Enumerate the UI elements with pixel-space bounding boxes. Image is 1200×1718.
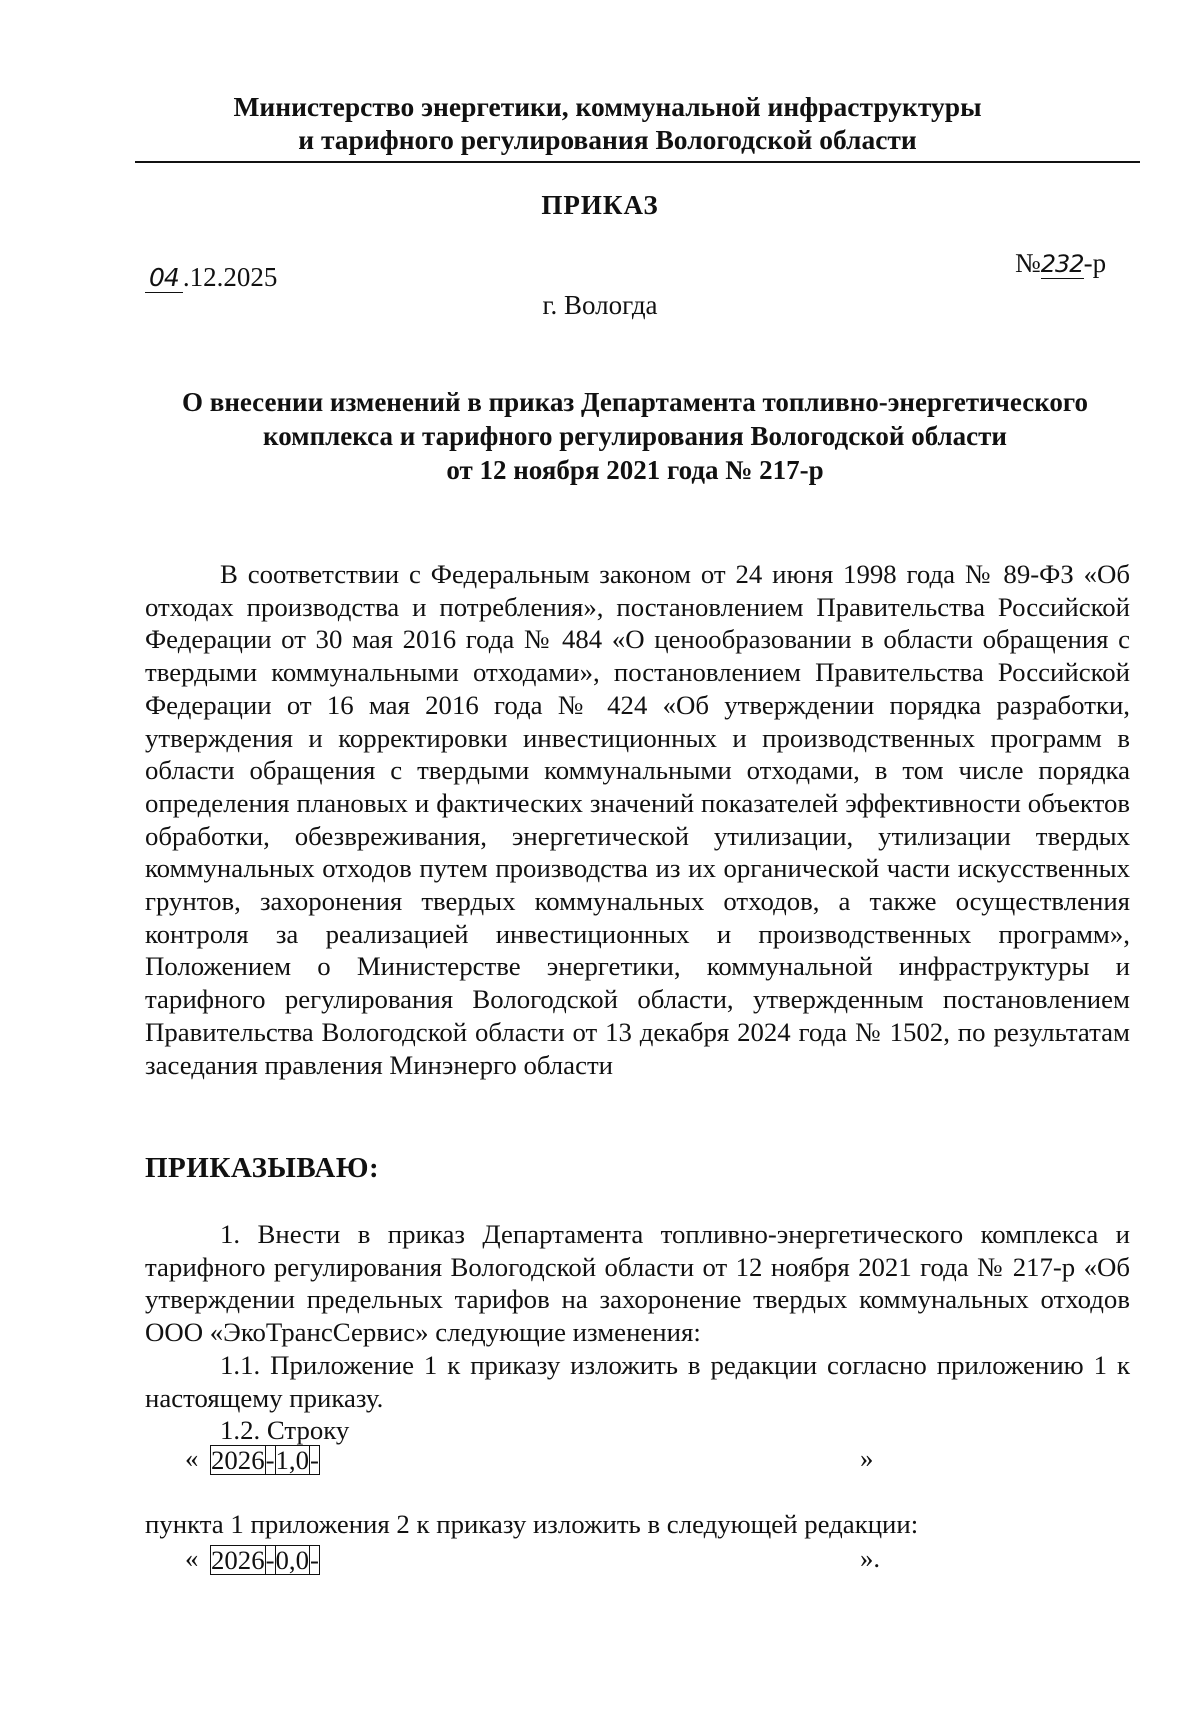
- new-cell-4: -: [310, 1545, 319, 1575]
- order-word: ПРИКАЗЫВАЮ:: [145, 1152, 380, 1184]
- item-1-2-middle: пункта 1 приложения 2 к приказу изложить в следующей редакции:: [145, 1509, 919, 1539]
- subject-line-3: от 12 ноября 2021 года № 217-р: [446, 455, 824, 485]
- number-handwritten: 232: [1040, 250, 1084, 278]
- subject-line-2: комплекса и тарифного регулирования Вологодской области: [263, 421, 1007, 451]
- new-year-cell: 2026: [211, 1545, 265, 1575]
- table-row: [211, 1546, 320, 1575]
- document-subject: [140, 385, 1130, 487]
- old-cell-2: -: [265, 1445, 275, 1475]
- new-cell-2: -: [265, 1545, 275, 1575]
- quote-open-1: «: [185, 1443, 199, 1473]
- date-day-handwritten: 04: [145, 263, 183, 293]
- item-1-1: 1.1. Приложение 1 к приказу изложить в редакции согласно приложению 1 к настоящему приказу.: [145, 1350, 1130, 1413]
- number-prefix: №: [1015, 248, 1041, 278]
- quote-close-2: ».: [860, 1543, 881, 1573]
- ministry-line-2: и тарифного регулирования Вологодской области: [298, 124, 917, 155]
- ministry-line-1: Министерство энергетики, коммунальной инфраструктуры: [233, 91, 982, 122]
- item-1-2-intro: 1.2. Строку: [220, 1415, 350, 1445]
- new-row-table: [210, 1545, 320, 1575]
- ministry-header: [135, 90, 1080, 156]
- quote-close-1: »: [860, 1443, 874, 1473]
- table-row: [211, 1446, 320, 1475]
- preamble-paragraph: В соответствии с Федеральным законом от 24 июня 1998 года № 89-ФЗ «Об отходах производства и потребления», постановлением Правительства Российской Федерации от 30 мая 2016 года № 484 «О ценообразовании в области обращения с твердыми коммунальными отходами», постановлением Правительства Российской Федерации от 16 мая 2016 года № 424 «Об утверждении порядка разработки, утверждения и корректировки инвестиционных и производственных программ в области обращения с твердыми коммунальными отходами, в том числе порядка определения плановых и фактических значений показателей эффективности объектов обработки, обезвреживания, энергетической утилизации, утилизации твердых коммунальных отходов путем производства из их органической части искусственных грунтов, захоронения твердых коммунальных отходов, а также осуществления контроля за реализацией инвестиционных и производственных программ», Положением о Министерстве энергетики, коммунальной инфраструктуры и тарифного регулирования Вологодской области, утвержденным постановлением Правительства Вологодской области от 13 декабря 2024 года № 1502, по результатам заседания правления Минэнерго области: [145, 559, 1130, 1080]
- city: г. Вологда: [542, 290, 658, 320]
- old-value-cell: 1,0: [275, 1445, 310, 1475]
- old-year-cell: 2026: [211, 1445, 265, 1475]
- date-rest: .12.2025: [182, 262, 278, 292]
- old-row-table: [210, 1445, 320, 1475]
- document-number: [1015, 248, 1106, 279]
- old-cell-4: -: [310, 1445, 319, 1475]
- header-rule: [135, 161, 1140, 163]
- document-date: [145, 262, 277, 293]
- document-title: ПРИКАЗ: [541, 190, 659, 220]
- number-suffix: -р: [1083, 248, 1107, 278]
- subject-line-1: О внесении изменений в приказ Департамента топливно-энергетического: [181, 387, 1088, 417]
- quote-open-2: «: [185, 1543, 199, 1573]
- new-value-cell: 0,0: [275, 1545, 310, 1575]
- item-1: 1. Внести в приказ Департамента топливно-энергетического комплекса и тарифного регулирования Вологодской области от 12 ноября 2021 года № 217-р «Об утверждении предельных тарифов на захоронение твердых коммунальных отходов ООО «ЭкоТрансСервис» следующие изменения:: [145, 1219, 1130, 1348]
